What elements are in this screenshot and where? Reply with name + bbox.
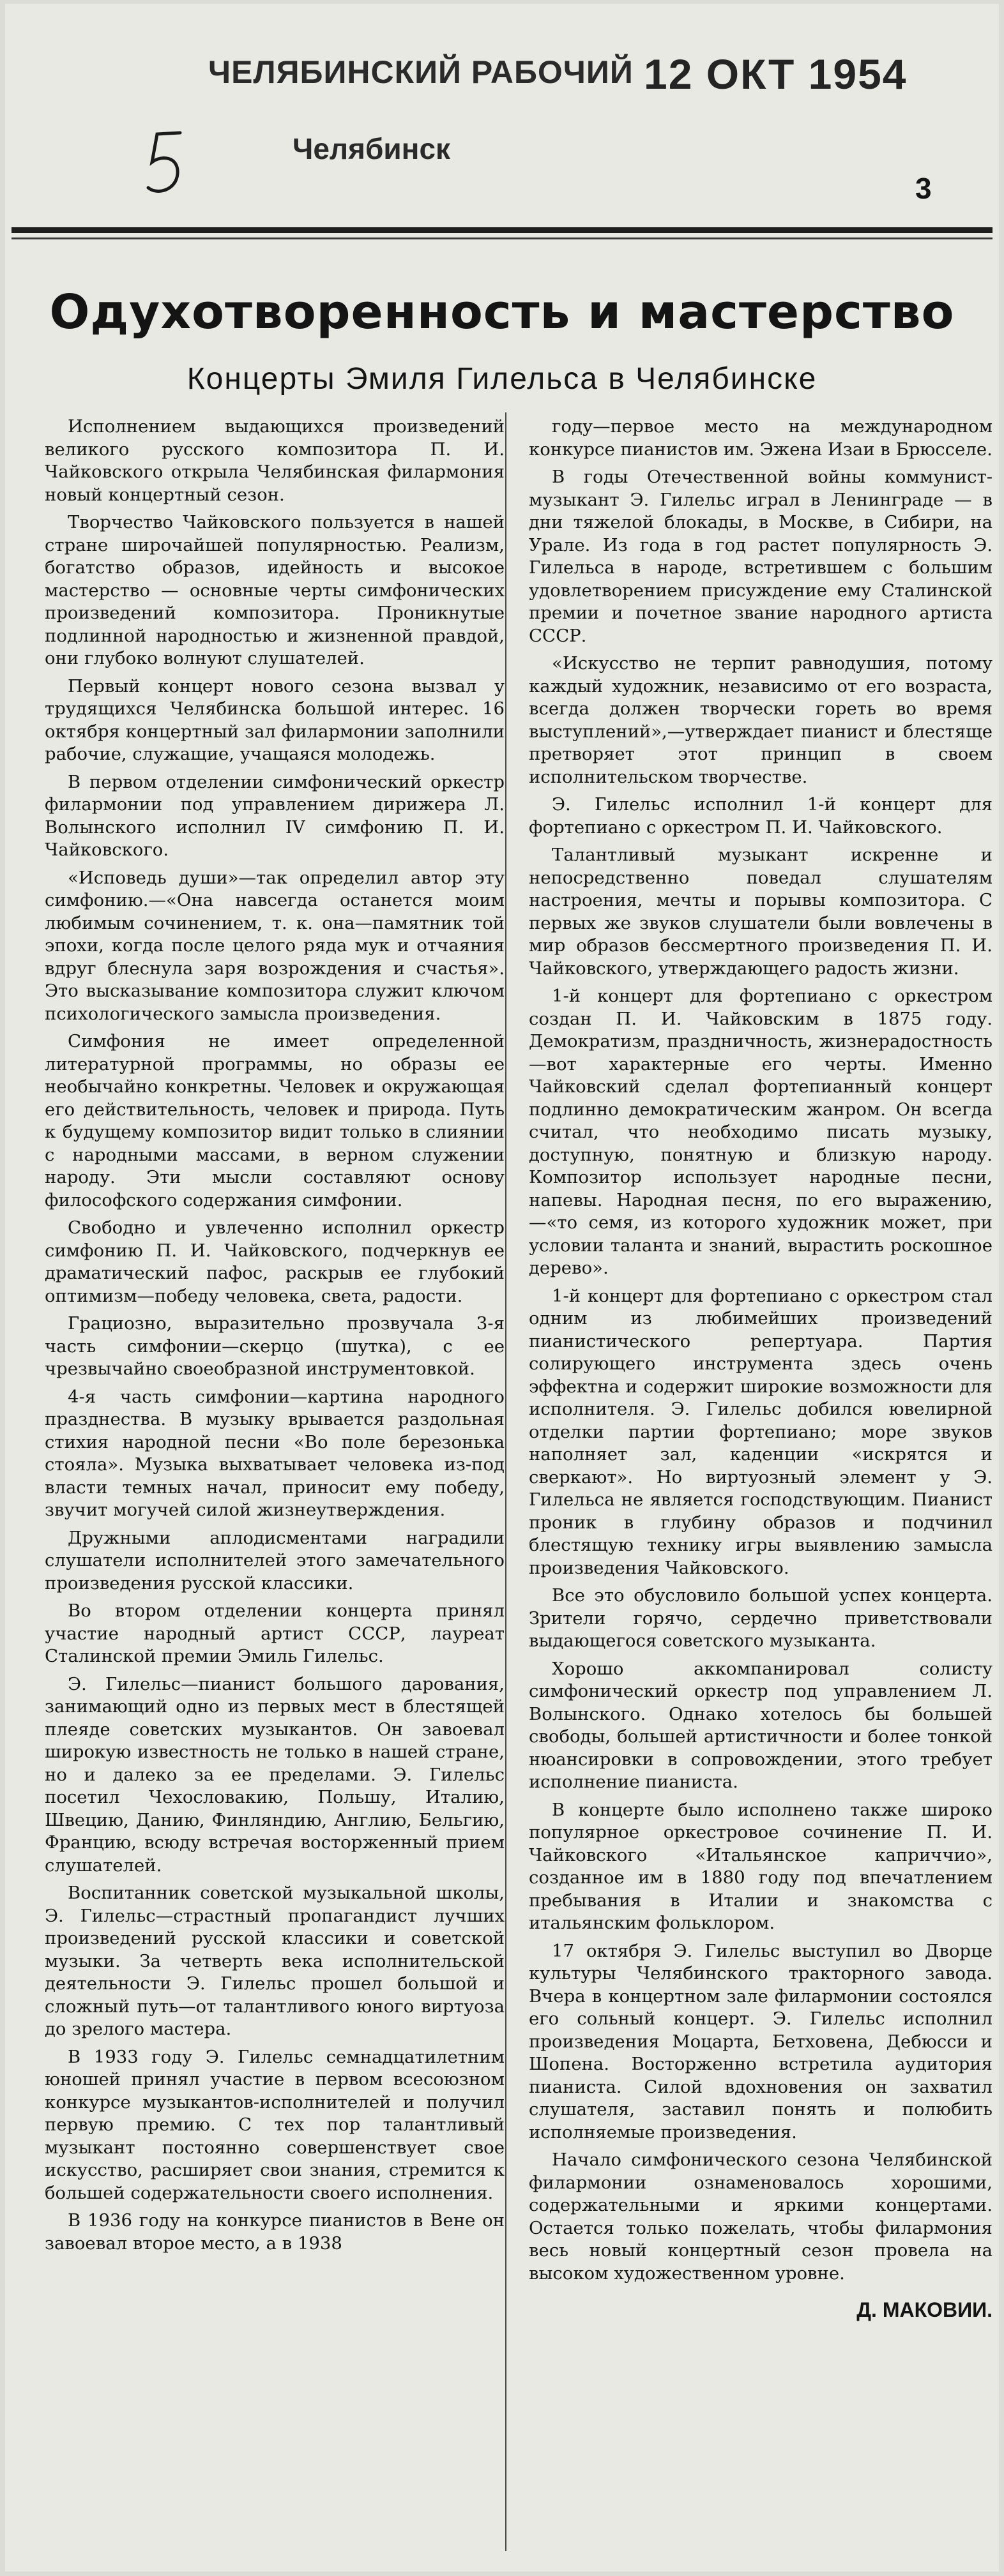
article-column-left (45, 416, 505, 2260)
article-paragraph: Дружными аплодисментами наградили слушатели исполнителей этого замечательного произведения русской классики. (45, 1527, 505, 1593)
handwritten-mark-icon (143, 129, 188, 199)
article-paragraph: «Исповедь души»—так определил автор эту симфонию.—«Она навсегда останется моим любимым сочинением, т. к. она—памятник той эпохи, когда после целого ряда мук и отчаяния вдруг блеснула заря возрождения и счастья». Это высказывание композитора служит ключом психологического замысла произведения. (45, 867, 505, 1024)
header-rule-thin (11, 237, 993, 239)
article-paragraph: году—первое место на международном конкурсе пианистов им. Эжена Изаи в Брюсселе. (529, 416, 993, 460)
article-paragraph: Э. Гилельс—пианист большого дарования, занимающий одно из первых мест в блестящей плеяде советских музыкантов. Он завоевал широкую известность не только в нашей стране, но и далеко за ее пределами. Э. Гилельс посетил Чехословакию, Польшу, Италию, Швецию, Данию, Финляндию, Англию, Бельгию, Францию, всюду встречая восторженный прием слушателей. (45, 1673, 505, 1876)
article-paragraph: 4-я часть симфонии—картина народного празднества. В музыку врывается раздольная стихия народной песни «Во поле березонька стояла». Музыка выхватывает человека из-под власти темных начал, приносит ему победу, звучит могучей силой жизнеутверждения. (45, 1386, 505, 1520)
article-paragraph: Все это обусловило большой успех концерта. Зрители горячо, сердечно приветствовали выдающегося советского музыканта. (529, 1585, 993, 1651)
article-paragraph: Э. Гилельс исполнил 1-й концерт для фортепиано с оркестром П. И. Чайковского. (529, 794, 993, 838)
article-paragraph: Воспитанник советской музыкальной школы, Э. Гилельс—страстный пропагандист лучших произведений русской классики и советской музыки. За четверть века исполнительской деятельности Э. Гилельс прошел большой и сложный путь—от талантливого юного виртуоза до зрелого мастера. (45, 1883, 505, 2039)
article-paragraph: В 1936 году на конкурсе пианистов в Вене он завоевал второе место, а в 1938 (45, 2210, 505, 2254)
article-paragraph: В годы Отечественной войны коммунист-музыкант Э. Гилельс играл в Ленинграде — в дни тяжелой блокады, в Москве, в Сибири, на Урале. Из года в год растет популярность Э. Гилельса в народе, встретившем с большим удовлетворением присуждение ему Сталинской премии и почетное звание народного артиста СССР. (529, 467, 993, 646)
article-paragraph: В концерте было исполнено также широко популярное оркестровое сочинение П. И. Чайковского «Итальянское каприччио», созданное им в 1880 году под впечатлением пребывания в Италии и знакомства с итальянским фольклором. (529, 1799, 993, 1933)
article-paragraph: В 1933 году Э. Гилельс семнадцатилетним юношей принял участие в первом всесоюзном конкурсе музыкантов-исполнителей и получил первую премию. С тех пор талантливый музыкант постоянно совершенствует свое искусство, расширяет свои знания, стремится к большей содержательности своего исполнения. (45, 2046, 505, 2203)
newspaper-name: ЧЕЛЯБИНСКИЙ РАБОЧИЙ (208, 54, 634, 90)
article-subtitle: Концерты Эмиля Гилельса в Челябинске (186, 362, 818, 396)
article-paragraph: Во втором отделении концерта принял участие народный артист СССР, лауреат Сталинской премии Эмиль Гилельс. (45, 1601, 505, 1666)
article-paragraph: Грациозно, выразительно прозвучала 3-я часть симфонии—скерцо (шутка), с ее чрезвычайно своеобразной инструментовкой. (45, 1313, 505, 1379)
article-paragraph: 1-й концерт для фортепиано с оркестром создан П. И. Чайковским в 1875 году. Демократизм, праздничность, жизнерадостность—вот характерные его черты. Именно Чайковский сделал фортепианный концерт подлинно демократическим жанром. Он всегда считал, что необходимо писать музыку, доступную, понятную и близкую народу. Композитор использует народные песни, напевы. Народная песня, по его выражению,—«то семя, из которого художник может, при условии таланта и знаний, вырастить роскошное дерево». (529, 986, 993, 1278)
newspaper-clipping (5, 4, 999, 2572)
header-rule-thick (11, 227, 993, 233)
date-stamp: 12 ОКТ 1954 (644, 50, 908, 98)
article-paragraph: Талантливый музыкант искренне и непосредственно поведал слушателям настроения, мечты и порывы композитора. С первых же звуков слушатели были вовлечены в мир образов бессмертного произведения П. И. Чайковского, утверждающего радость жизни. (529, 845, 993, 979)
article-paragraph: Начало симфонического сезона Челябинской филармонии ознаменовалось хорошими, содержательными и яркими концертами. Остается только пожелать, чтобы филармония весь новый концертный сезон провела на высоком художественном уровне. (529, 2150, 993, 2284)
article-paragraph: Свободно и увлеченно исполнил оркестр симфонию П. И. Чайковского, подчеркнув ее драматический пафос, раскрыв ее глубокий оптимизм—победу человека, света, радости. (45, 1217, 505, 1306)
article-paragraph: Исполнением выдающихся произведений великого русского композитора П. И. Чайковского открыла Челябинская филармония новый концертный сезон. (45, 416, 505, 505)
article-title: Одухотворенность и мастерство (49, 285, 955, 340)
article-column-right (529, 416, 993, 2322)
article-paragraph: Хорошо аккомпанировал солисту симфонический оркестр под управлением Л. Волынского. Однако хотелось бы большей свободы, большей артистичности и более тонкой нюансировки в сопровождении, этого требует исполнение пианиста. (529, 1658, 993, 1792)
page-number: 3 (915, 172, 932, 205)
article-paragraph: 17 октября Э. Гилельс выступил во Дворце культуры Челябинского тракторного завода. Вчера в концертном зале филармонии состоялся его сольный концерт. Э. Гилельс исполнил произведения Моцарта, Бетховена, Дебюсси и Шопена. Восторженно встретила аудитория пианиста. Силой вдохновения он захватил слушателя, заставил понять и полюбить исполняемые произведения. (529, 1940, 993, 2143)
article-paragraph: Первый концерт нового сезона вызвал у трудящихся Челябинска большой интерес. 16 октября концертный зал филармонии заполнили рабочие, служащие, учащаяся молодежь. (45, 675, 505, 764)
author-signature: Д. МАКОВИИ. (856, 2298, 993, 2321)
article-paragraph: Симфония не имеет определенной литературной программы, но образы ее необычайно конкретны. Человек и окружающая его действительность, человек и природа. Путь к будущему композитор видит только в слиянии с народными массами, в верном служении народу. Эти мысли составляют основу философского содержания симфонии. (45, 1031, 505, 1210)
article-paragraph: 1-й концерт для фортепиано с оркестром стал одним из любимейших произведений пианистического репертуара. Партия солирующего инструмента здесь очень эффектна и содержит широкие возможности для исполнителя. Э. Гилельс добился ювелирной отделки партии фортепиано; море звуков наполняет зал, каденции «искрятся и сверкают». Но виртуозный элемент у Э. Гилельса не является господствующим. Пианист проник в глубину образов и подчинил блестящую технику игры выявлению замысла произведения Чайковского. (529, 1285, 993, 1578)
clipping-header (5, 4, 999, 227)
article-paragraph: Творчество Чайковского пользуется в нашей стране широчайшей популярностью. Реализм, богатство образов, идейность и высокое мастерство — основные черты симфонических произведений композитора. Проникнутые подлинной народностью и жизненной правдой, они глубоко волнуют слушателей. (45, 512, 505, 668)
article-paragraph: В первом отделении симфонический оркестр филармонии под управлением дирижера Л. Волынского исполнил IV симфонию П. И. Чайковского. (45, 771, 505, 860)
city-name: Челябинск (293, 132, 451, 165)
column-divider (505, 412, 506, 2551)
article-paragraph: «Искусство не терпит равнодушия, потому каждый художник, независимо от его возраста, всегда должен творчески гореть во время выступлений»,—утверждает пианист и блестяще претворяет этот принцип в своем исполнительском творчестве. (529, 653, 993, 787)
